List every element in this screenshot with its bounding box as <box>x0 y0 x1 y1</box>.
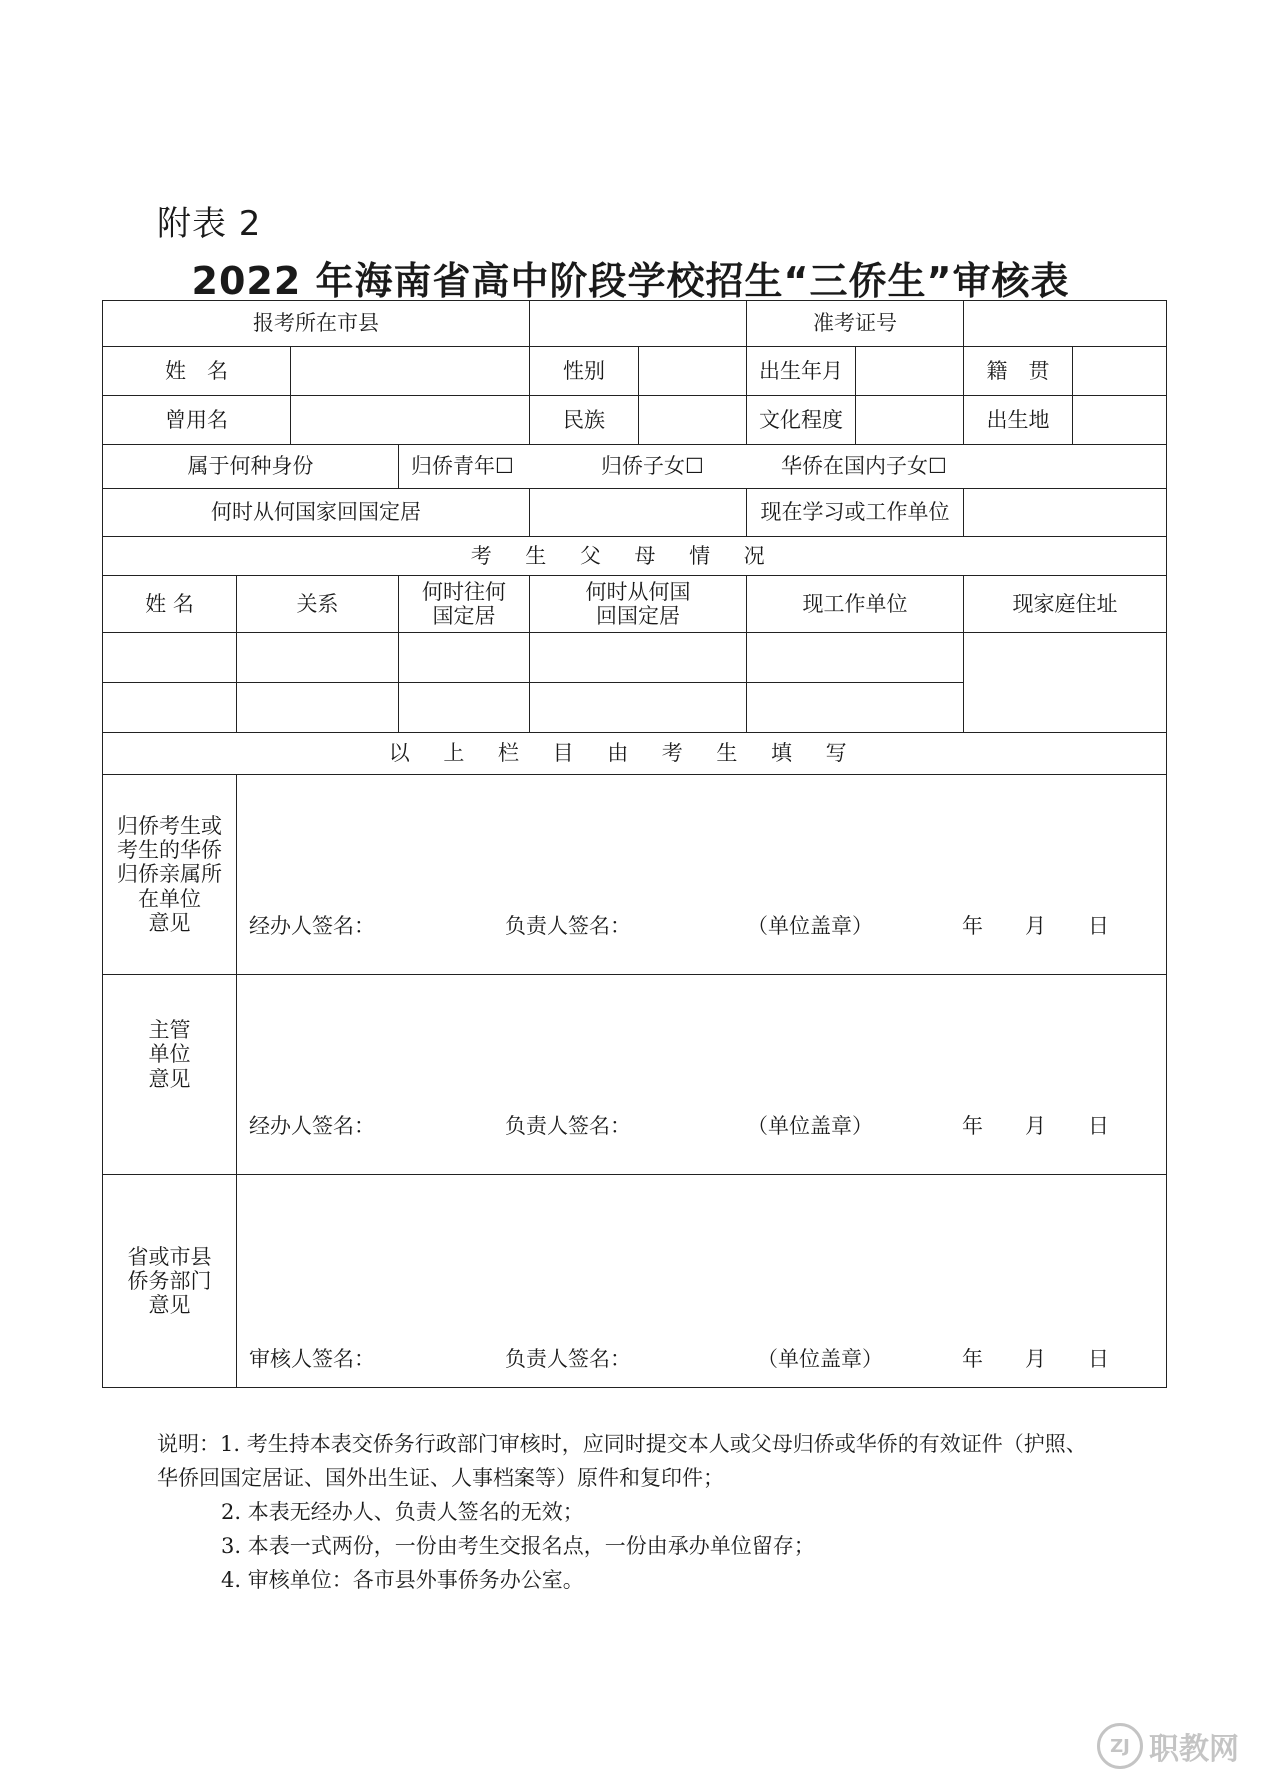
row-filled-note <box>103 733 1167 775</box>
opinion-overseas-affairs-label-line: 意见 <box>148 1293 191 1318</box>
note-line: 3. 本表一式两份，一份由考生交报名点，一份由承办单位留存； <box>221 1534 815 1558</box>
leader-signature: 负责人签名： <box>505 1346 631 1371</box>
return-info-label: 何时从何国家回国定居 <box>103 489 530 537</box>
row-identity <box>103 445 1167 489</box>
parent2-relation-field[interactable] <box>237 683 399 733</box>
opinion-unit-label-line: 归侨考生或 <box>117 814 222 839</box>
parent2-returned-field[interactable] <box>530 683 747 733</box>
handler-signature: 经办人签名： <box>249 1113 375 1138</box>
exam-city-label: 报考所在市县 <box>103 301 530 347</box>
notes <box>157 1427 1137 1597</box>
parents-section-title: 考生父母情况 <box>103 537 1167 576</box>
opinion-row-supervisor <box>103 975 1167 1175</box>
opinion-unit-label <box>103 775 237 975</box>
ethnicity-field[interactable] <box>639 396 747 445</box>
ticket-no-field[interactable] <box>964 301 1167 347</box>
row-exam-info <box>103 301 1167 347</box>
current-unit-field[interactable] <box>964 489 1167 537</box>
gender-field[interactable] <box>639 347 747 396</box>
option-returned-child[interactable]: 归侨子女☐ <box>601 454 704 479</box>
row-parents-title <box>103 537 1167 576</box>
parent-address-header: 现家庭住址 <box>964 576 1167 633</box>
native-place-field[interactable] <box>1073 347 1166 395</box>
table-row <box>103 633 1167 683</box>
opinion-overseas-affairs-label-line: 侨务部门 <box>127 1268 212 1293</box>
current-unit-label: 现在学习或工作单位 <box>747 489 964 537</box>
birth-date-label: 出生年月 <box>747 347 856 396</box>
gender-label: 性别 <box>530 347 639 396</box>
row-parents-header <box>103 576 1167 633</box>
review-form-table <box>102 300 1167 1388</box>
parent-address-field[interactable] <box>964 633 1167 733</box>
date-field: 年 月 日 <box>962 1346 1109 1371</box>
parent2-name-field[interactable] <box>103 683 237 733</box>
parent2-abroad-field[interactable] <box>399 683 530 733</box>
parent1-work-unit-field[interactable] <box>747 633 964 683</box>
opinion-supervisor-label-line: 单位 <box>148 1042 191 1067</box>
parent1-abroad-field[interactable] <box>399 633 530 683</box>
ethnicity-label: 民族 <box>530 396 639 445</box>
opinion-overseas-affairs-label <box>103 1175 237 1388</box>
parent-returned-header <box>530 576 747 633</box>
opinion-unit-area[interactable] <box>237 775 1167 975</box>
unit-seal: （单位盖章） <box>747 1113 873 1138</box>
filled-by-note: 以上栏目由考生填写 <box>103 733 1167 775</box>
parent-work-unit-header: 现工作单位 <box>747 576 964 633</box>
birthplace-label: 出生地 <box>964 396 1073 444</box>
reviewer-signature: 审核人签名： <box>249 1346 375 1371</box>
date-field: 年 月 日 <box>962 1113 1109 1138</box>
note-line: 2. 本表无经办人、负责人签名的无效； <box>221 1500 584 1524</box>
identity-options <box>399 445 1167 489</box>
exam-city-field[interactable] <box>530 301 747 347</box>
opinion-row-overseas-affairs <box>103 1175 1167 1388</box>
name-label: 姓 名 <box>103 347 291 396</box>
opinion-unit-label-line: 归侨亲属所 <box>117 862 222 887</box>
return-info-field[interactable] <box>530 489 747 537</box>
row-return <box>103 489 1167 537</box>
handler-signature: 经办人签名： <box>249 913 375 938</box>
watermark <box>1097 1723 1239 1769</box>
birth-date-field[interactable] <box>856 347 964 396</box>
annex-label: 附表 2 <box>157 204 262 244</box>
opinion-supervisor-label-line: 主管 <box>148 1018 191 1043</box>
opinion-supervisor-label-line: 意见 <box>148 1066 191 1091</box>
note-line: 4. 审核单位：各市县外事侨务办公室。 <box>221 1568 584 1592</box>
parent-abroad-header-line2: 国定居 <box>432 604 496 628</box>
parent-abroad-header-line1: 何时往何 <box>422 579 506 604</box>
unit-seal: （单位盖章） <box>747 913 873 938</box>
former-name-field[interactable] <box>291 396 530 445</box>
parent-relation-header: 关系 <box>237 576 399 633</box>
unit-seal: （单位盖章） <box>757 1346 883 1371</box>
education-label: 文化程度 <box>747 396 856 445</box>
parent-abroad-header <box>399 576 530 633</box>
parent1-relation-field[interactable] <box>237 633 399 683</box>
birthplace-cell <box>964 396 1167 445</box>
opinion-supervisor-area[interactable] <box>237 975 1167 1175</box>
native-place-cell <box>964 347 1167 396</box>
parent-returned-header-line2: 回国定居 <box>596 604 680 628</box>
opinion-unit-label-line: 意见 <box>148 910 191 935</box>
education-field[interactable] <box>856 396 964 445</box>
name-field[interactable] <box>291 347 530 396</box>
watermark-logo-icon: ZJ <box>1097 1723 1143 1769</box>
parent1-name-field[interactable] <box>103 633 237 683</box>
opinion-supervisor-label <box>103 975 237 1175</box>
opinion-unit-label-line: 考生的华侨 <box>117 838 222 863</box>
identity-label: 属于何种身份 <box>103 445 399 489</box>
parent-name-header: 姓 名 <box>103 576 237 633</box>
note-line: 华侨回国定居证、国外出生证、人事档案等）原件和复印件； <box>157 1466 724 1490</box>
opinion-unit-label-line: 在单位 <box>138 886 201 911</box>
watermark-text: 职教网 <box>1149 1732 1239 1767</box>
former-name-label: 曾用名 <box>103 396 291 445</box>
birthplace-field[interactable] <box>1073 396 1166 444</box>
leader-signature: 负责人签名： <box>505 913 631 938</box>
parent1-returned-field[interactable] <box>530 633 747 683</box>
row-basic-1 <box>103 347 1167 396</box>
row-basic-2 <box>103 396 1167 445</box>
option-overseas-child[interactable]: 华侨在国内子女☐ <box>781 454 947 479</box>
option-returned-youth[interactable]: 归侨青年☐ <box>411 454 514 479</box>
form-title: 2022 年海南省高中阶段学校招生“三侨生”审核表 <box>191 259 1070 303</box>
opinion-overseas-affairs-label-line: 省或市县 <box>127 1244 212 1269</box>
ticket-no-label: 准考证号 <box>747 301 964 347</box>
opinion-row-unit <box>103 775 1167 975</box>
parent2-work-unit-field[interactable] <box>747 683 964 733</box>
leader-signature: 负责人签名： <box>505 1113 631 1138</box>
date-field: 年 月 日 <box>962 913 1109 938</box>
parent-returned-header-line1: 何时从何国 <box>585 579 691 604</box>
opinion-overseas-affairs-area[interactable] <box>237 1175 1167 1388</box>
native-place-label: 籍 贯 <box>964 347 1073 395</box>
note-line: 说明：1. 考生持本表交侨务行政部门审核时，应同时提交本人或父母归侨或华侨的有效证件（护照、 <box>157 1432 1087 1456</box>
